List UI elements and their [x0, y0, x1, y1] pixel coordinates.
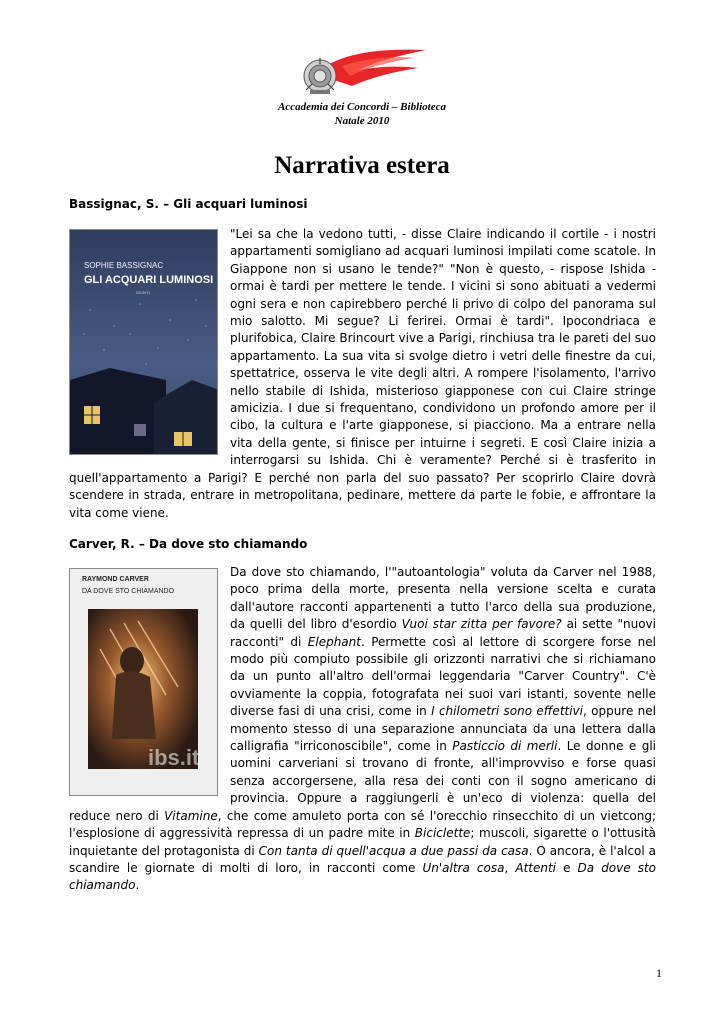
page-number: 1	[656, 966, 662, 980]
comet-crest-logo	[296, 44, 428, 100]
cover-author: RAYMOND CARVER	[82, 576, 149, 583]
cited-title: I chilometri sono effettivi	[431, 704, 583, 719]
cited-title: Biciclette	[414, 826, 471, 841]
cover-spacer	[69, 564, 230, 796]
cover-spacer	[69, 226, 230, 456]
book-description	[69, 564, 656, 895]
cited-title: Elephant	[307, 634, 361, 649]
cover-title: GLI ACQUARI LUMINOSI	[84, 274, 214, 286]
cover-publisher: GIUNTI	[136, 290, 150, 295]
book-description	[69, 226, 656, 522]
description-text: Da dove sto chiamando, l'"autoantologia" voluta da Carver nel 1988, poco prima della morte, presenta nella versione scelta e curata dall'autore racconti appartenenti a tutto l'arco della sua produzione, da quelli del libro d'esordio	[230, 565, 656, 632]
cited-title: Pasticcio di merli	[452, 739, 558, 754]
description-text: .	[135, 878, 140, 893]
description-text: , oppure nel momento stesso di una separazione annunciata da una lettera dalla calligrafia "irriconoscibile", come in	[230, 704, 656, 754]
cover-author: SOPHIE BASSIGNAC	[84, 261, 164, 270]
description-text: ; muscoli, sigarette o l'ottusità inquietante del protagonista di	[69, 826, 656, 858]
description-text: "Lei sa che la vedono tutti, - disse Claire indicando il cortile - i nostri appartamenti somigliano ad acquari luminosi impilati come scatole. In Giappone non si usano le tende?" "Non è questo, - rispose Ishida - ormai è tardi per mettere le tende. I vicini si sono abituati a vedermi ogni sera e non capirebbero perché li privo di colpo del panorama sul mio salotto. Mi segue? Li ferirei. Ormai è tardi". Ipocondriaca e plurifobica, Claire Brincourt vive a Parigi, rinchiusa tra le pareti del suo appartamento. La sua vita si svolge dietro i vetri delle finestre da cui, spettatrice, osserva le vite degli altri. A rompere l'isolamento, l'arrivo nello stabile di Ishida, misterioso giapponese con cui Claire stringe amicizia. I due si frequentano, condividono un profondo amore per il cibo, la cultura e l'arte giapponese, si piacciono. Ma a entrare nella vita della gente, si finisce per intuirne i segreti. E così Claire inizia a interrogarsi su Ishida. Chi è veramente? Perché si è trasferito in quell'appartamento a Parigi? E perché non parla del suo passato? Per scoprirlo Claire dovrà scendere in strada, entrare in metropolitana, pedinare, mettere da parte le fobie, e affrontare la vita come viene.	[69, 227, 656, 520]
description-text: . O ancora, è l'alcol a scandire le giornate di molti di loro, in racconti come	[69, 843, 656, 875]
cited-title: Con tanta di quell'acqua a due passi da casa	[258, 843, 529, 858]
description-text: e	[556, 860, 578, 875]
cited-title: Attenti	[515, 860, 557, 875]
cover-title: DA DOVE STO CHIAMANDO	[82, 588, 175, 595]
institution-line: Accademia dei Concordi – Biblioteca	[277, 101, 447, 113]
cited-title: Un'altra cosa	[422, 860, 505, 875]
description-text: . Permette così al lettore di scorgere forse nel modo più compiuto possibile gli orizzonti narrativi che si richiamano da un punto all'altro dell'ormai leggendaria "Carver Country". C'è ovviamente la coppia, fotografata nei suoi vari istanti, sovente nelle diverse fasi di una crisi, come in	[230, 634, 656, 719]
description-text: , che come amuleto porta con sé l'orecchio rinsecchito di un vietcong; l'esplosione di aggressività repressa di un padre mite in	[69, 808, 656, 841]
cited-title: Vitamine	[164, 808, 218, 823]
description-text: . Le donne e gli uomini carveriani si trovano di fronte, all'improvviso e forse quasi senza accorgersene, alla resa dei conti con il sogno americano di provincia. Oppure a raggiungerli è un'eco di violenza: quella del reduce nero di	[69, 739, 656, 823]
book-heading: Carver, R. – Da dove sto chiamando	[69, 537, 308, 551]
occasion-line: Natale 2010	[334, 115, 390, 127]
cited-title: Da dove sto chiamando	[69, 860, 656, 893]
book-heading: Bassignac, S. – Gli acquari luminosi	[69, 197, 308, 211]
cited-title: Vuoi star zitta per favore?	[401, 617, 562, 632]
page-title: Narrativa estera	[274, 152, 450, 179]
description-text: ai sette "nuovi racconti" di	[230, 617, 656, 649]
cover-watermark: ibs.it	[148, 745, 200, 770]
description-text: ,	[504, 860, 516, 875]
